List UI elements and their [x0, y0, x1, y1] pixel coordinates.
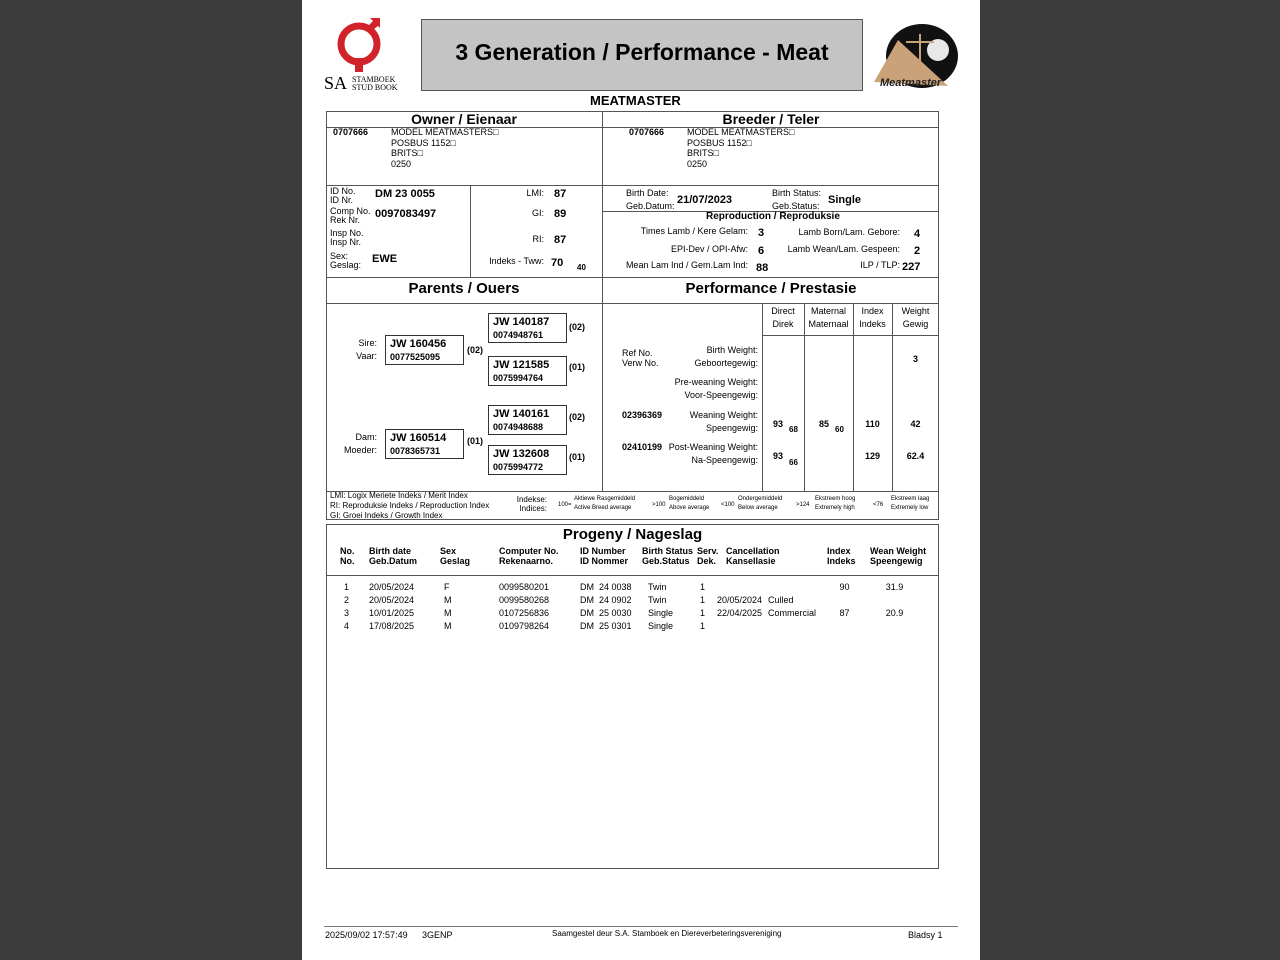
progeny-id: DM 24 0902: [580, 595, 632, 605]
weaning-index: 110: [865, 419, 880, 429]
postweaning-weight: 62.4: [906, 451, 925, 461]
dam-sire-box: [488, 405, 567, 435]
progeny-no: 3: [344, 608, 350, 618]
sire-sire-id: JW 140187: [493, 316, 550, 328]
ilp-label: ILP / TLP:: [860, 260, 900, 270]
legend-above: Above average: [669, 505, 710, 511]
breeder-line-2: POSBUS 1152□: [687, 138, 752, 148]
progeny-status: Twin: [648, 582, 667, 592]
weaning-direct-sub: 68: [789, 425, 798, 434]
progeny-header-status-af: Geb.Status: [642, 556, 690, 566]
footer-compiled-by: Saamgestel deur S.A. Stamboek en Diereverbeteringsvereniging: [552, 929, 782, 938]
weaning-maternal-sub: 60: [835, 425, 844, 434]
sire-dam-reg: 0075994764: [493, 373, 544, 383]
progeny-id: DM 25 0301: [580, 621, 632, 631]
performance-heading: Performance / Prestasie: [685, 280, 857, 297]
dam-sire-code: (02): [569, 412, 586, 422]
ri-label: RI:: [532, 234, 544, 244]
progeny-no: 1: [344, 582, 350, 592]
progeny-header-index: Index: [827, 546, 851, 556]
sire-sire-code: (02): [569, 322, 586, 332]
birth-status-label: Birth Status:: [772, 188, 822, 198]
comp-label-af: Rek Nr.: [330, 215, 361, 225]
progeny-date: 10/01/2025: [369, 608, 415, 618]
dam-label-af: Moeder:: [343, 445, 377, 455]
birth-weight-value: 3: [912, 354, 918, 364]
progeny-date: 20/05/2024: [369, 582, 415, 592]
sire-reg: 0077525095: [390, 352, 441, 362]
progeny-status: Single: [648, 608, 674, 618]
logo-stamboek-text: STAMBOEK: [352, 75, 396, 84]
id-value: DM 23 0055: [375, 188, 435, 200]
col-index-header: Index: [861, 306, 884, 316]
progeny-cancel-date: 20/05/2024: [717, 595, 763, 605]
owner-line-4: 0250: [391, 159, 412, 169]
indeks-value: 70: [551, 257, 564, 269]
times-lamb-value: 3: [758, 227, 765, 239]
legend-ri: RI: Reproduksie Indeks / Reproduction Index: [330, 501, 490, 510]
progeny-date: 20/05/2024: [369, 595, 415, 605]
times-lamb-label: Times Lamb / Kere Gelam:: [640, 226, 748, 236]
progeny-comp: 0099580201: [499, 582, 550, 592]
sire-dam-id: JW 121585: [493, 359, 550, 371]
progeny-comp: 0107256836: [499, 608, 550, 618]
progeny-row-1: [302, 583, 980, 595]
legend-key-high: >124: [796, 502, 810, 508]
progeny-wean: 31.9: [885, 582, 904, 592]
ri-value: 87: [554, 234, 567, 246]
legend-indices: Indices:: [519, 504, 547, 513]
progeny-header-serv: Serv.: [697, 546, 719, 556]
col-weight-header: Weight: [901, 306, 930, 316]
progeny-date: 17/08/2025: [369, 621, 415, 631]
lamb-born-value: 4: [914, 228, 921, 240]
progeny-serv: 1: [700, 582, 706, 592]
breeder-line-1: MODEL MEATMASTERS□: [687, 127, 795, 137]
legend-indekse: Indekse:: [516, 495, 547, 504]
progeny-header-sex: Sex: [440, 546, 457, 556]
dam-dam-reg: 0075994772: [493, 462, 544, 472]
gi-label: GI:: [531, 208, 544, 218]
progeny-header-id-af: ID Nommer: [580, 556, 629, 566]
legend-key-below: <100: [721, 502, 735, 508]
lamb-wean-value: 2: [914, 245, 921, 257]
ref-no-label-af: Verw No.: [622, 358, 659, 368]
legend-extremely-low: Extremely low: [891, 505, 929, 511]
legend-active: Active Breed average: [574, 505, 632, 511]
progeny-header-no-af: No.: [340, 556, 355, 566]
progeny-sex: M: [444, 621, 452, 631]
birth-status-value: Single: [828, 194, 862, 206]
progeny-sex: M: [444, 595, 452, 605]
progeny-serv: 1: [700, 608, 706, 618]
progeny-header-cancel-af: Kansellasie: [726, 556, 776, 566]
progeny-header-index-af: Indeks: [827, 556, 856, 566]
sire-box: [385, 335, 464, 365]
lmi-label: LMI:: [526, 188, 544, 198]
id-label-af: ID Nr.: [330, 195, 354, 205]
breed-title: MEATMASTER: [590, 93, 681, 108]
footer-report-code: 3GENP: [422, 930, 453, 940]
meatmaster-logo-text: Meatmaster: [880, 77, 942, 89]
reproduction-heading: Reproduction / Reproduksie: [706, 211, 840, 222]
progeny-header-id: ID Number: [580, 546, 626, 556]
dam-dam-id: JW 132608: [493, 448, 550, 460]
birth-weight-label: Birth Weight:: [706, 345, 758, 355]
weaning-weight-label: Weaning Weight:: [689, 410, 758, 420]
col-maternal-header: Maternal: [810, 306, 846, 316]
legend-gi: GI: Groei Indeks / Growth Index: [330, 511, 443, 520]
dam-dam-box: [488, 445, 567, 475]
progeny-status: Single: [648, 621, 674, 631]
birth-date-label: Birth Date:: [626, 188, 669, 198]
progeny-heading: Progeny / Nageslag: [562, 526, 703, 543]
weaning-weight-label-af: Speengewig:: [705, 423, 758, 433]
owner-line-2: POSBUS 1152□: [391, 138, 456, 148]
progeny-header-sex-af: Geslag: [440, 556, 471, 566]
progeny-header-status: Birth Status: [642, 546, 694, 556]
sire-dam-code: (01): [569, 362, 586, 372]
progeny-header-wean-af: Speengewig: [870, 556, 923, 566]
title-box: [421, 19, 863, 91]
dam-id: JW 160514: [390, 432, 447, 444]
insp-label: Insp No.: [330, 228, 364, 238]
col-direct-header: Direct: [771, 306, 795, 316]
progeny-cancel: Culled: [768, 595, 794, 605]
weaning-ref-no: 02396369: [622, 410, 663, 420]
progeny-header-cancel: Cancellation: [726, 546, 780, 556]
weaning-direct: 93: [773, 419, 784, 429]
progeny-status: Twin: [648, 595, 667, 605]
sire-label: Sire:: [358, 338, 377, 348]
epi-value: 6: [758, 245, 765, 257]
progeny-header-birth: Birth date: [369, 546, 412, 556]
col-direct-header-af: Direk: [772, 319, 794, 329]
legend-ekstreem-laag: Ekstreem laag: [891, 496, 930, 502]
legend-extremely-high: Extremely high: [815, 505, 855, 511]
weaning-weight: 42: [910, 419, 921, 429]
birth-date-value: 21/07/2023: [677, 194, 733, 206]
breeder-line-4: 0250: [687, 159, 708, 169]
mean-lam-value: 88: [756, 262, 769, 274]
owner-heading: Owner / Eienaar: [411, 111, 517, 127]
breeder-line-3: BRITS□: [687, 148, 719, 158]
progeny-index: 90: [839, 582, 850, 592]
legend-bogemiddeld: Bogemiddeld: [669, 496, 705, 502]
progeny-sex: F: [444, 582, 450, 592]
dam-box: [385, 429, 464, 459]
breeder-heading: Breeder / Teler: [722, 111, 820, 127]
comp-label: Comp No.: [330, 206, 371, 216]
lmi-value: 87: [554, 188, 567, 200]
ref-no-label: Ref No.: [622, 348, 653, 358]
comp-value: 0097083497: [375, 208, 437, 220]
logo-studbook-text: STUD BOOK: [352, 83, 398, 92]
progeny-header-no: No.: [340, 546, 355, 556]
postweaning-ref-no: 02410199: [622, 442, 663, 452]
parents-heading: Parents / Ouers: [408, 280, 520, 297]
progeny-row-3: [302, 609, 980, 621]
sire-code: (02): [467, 345, 484, 355]
document-page: [302, 0, 980, 960]
col-maternal-header-af: Maternaal: [808, 319, 849, 329]
col-index-header-af: Indeks: [859, 319, 886, 329]
progeny-cancel: Commercial: [768, 608, 817, 618]
gi-value: 89: [554, 208, 567, 220]
footer-divider: [324, 926, 958, 927]
legend-lmi: LMI: Logix Meriete Indeks / Merit Index: [330, 491, 468, 500]
sex-label: Sex:: [330, 251, 349, 261]
ilp-value: 227: [902, 261, 921, 273]
progeny-header-birth-af: Geb.Datum: [369, 556, 418, 566]
postweaning-weight-label-af: Na-Speengewig:: [691, 455, 758, 465]
legend-aktiewe: Aktiewe Rasgemiddeld: [574, 496, 636, 502]
sire-dam-box: [488, 356, 567, 386]
postweaning-weight-label: Post-Weaning Weight:: [668, 442, 758, 452]
owner-code: 0707666: [333, 127, 369, 137]
birth-date-label-af: Geb.Datum:: [626, 201, 675, 211]
preweaning-weight-label-af: Voor-Speengewig:: [684, 390, 758, 400]
progeny-header-comp-af: Rekenaarno.: [499, 556, 554, 566]
mean-lam-label: Mean Lam Ind / Gem.Lam Ind:: [625, 260, 748, 270]
sa-studbook-logo: [322, 18, 400, 94]
postweaning-direct: 93: [773, 451, 784, 461]
progeny-header-serv-af: Dek.: [697, 556, 717, 566]
sex-value: EWE: [372, 253, 398, 265]
progeny-index: 87: [839, 608, 850, 618]
progeny-no: 4: [344, 621, 350, 631]
sex-label-af: Geslag:: [330, 260, 362, 270]
dam-dam-code: (01): [569, 452, 586, 462]
insp-label-af: Insp Nr.: [330, 237, 362, 247]
legend-below: Below average: [738, 505, 778, 511]
footer-datetime: 2025/09/02 17:57:49: [325, 930, 408, 940]
birth-status-label-af: Geb.Status:: [772, 201, 820, 211]
lamb-born-label: Lamb Born/Lam. Gebore:: [798, 227, 900, 237]
lamb-wean-label: Lamb Wean/Lam. Gespeen:: [787, 244, 900, 254]
legend-key-low: <76: [873, 502, 884, 508]
indeks-label: Indeks - Tww:: [489, 256, 544, 266]
dam-code: (01): [467, 436, 484, 446]
sire-sire-box: [488, 313, 567, 343]
dam-sire-reg: 0074948688: [493, 422, 544, 432]
sire-label-af: Vaar:: [356, 351, 377, 361]
logo-sa-text: SA: [324, 73, 348, 93]
legend-ondergemiddeld: Ondergemiddeld: [738, 496, 783, 502]
birth-weight-label-af: Geboortegewig:: [694, 358, 758, 368]
weaning-maternal: 85: [819, 419, 830, 429]
legend-key-above: >100: [652, 502, 666, 508]
sire-sire-reg: 0074948761: [493, 330, 544, 340]
breeder-code: 0707666: [629, 127, 665, 137]
progeny-id: DM 25 0030: [580, 608, 632, 618]
preweaning-weight-label: Pre-weaning Weight:: [674, 377, 758, 387]
progeny-header-wean: Wean Weight: [870, 546, 927, 556]
dam-sire-id: JW 140161: [493, 408, 550, 420]
progeny-serv: 1: [700, 595, 706, 605]
owner-line-3: BRITS□: [391, 148, 423, 158]
progeny-header-comp: Computer No.: [499, 546, 559, 556]
postweaning-direct-sub: 66: [789, 458, 798, 467]
progeny-no: 2: [344, 595, 350, 605]
meatmaster-logo: [868, 20, 960, 92]
progeny-cancel-date: 22/04/2025: [717, 608, 763, 618]
page-title: 3 Generation / Performance - Meat: [455, 39, 829, 65]
id-label: ID No.: [330, 186, 356, 196]
progeny-sex: M: [444, 608, 452, 618]
progeny-comp: 0109798264: [499, 621, 550, 631]
progeny-comp: 0099580268: [499, 595, 550, 605]
sire-id: JW 160456: [390, 338, 447, 350]
legend-key-100: 100=: [558, 502, 572, 508]
dam-reg: 0078365731: [390, 446, 441, 456]
progeny-row-4: [302, 622, 980, 634]
progeny-serv: 1: [700, 621, 706, 631]
epi-label: EPI-Dev / OPI-Afw:: [670, 244, 748, 254]
dam-label: Dam:: [355, 432, 377, 442]
progeny-row-2: [302, 596, 980, 608]
owner-line-1: MODEL MEATMASTERS□: [391, 127, 499, 137]
indeks-sub: 40: [577, 263, 586, 272]
progeny-id: DM 24 0038: [580, 582, 632, 592]
postweaning-index: 129: [864, 451, 881, 461]
sa-studbook-emblem-icon: [322, 18, 400, 74]
footer-page-number: Bladsy 1: [908, 930, 943, 940]
col-weight-header-af: Gewig: [902, 319, 929, 329]
legend-ekstreem-hoog: Ekstreem hoog: [815, 496, 856, 502]
progeny-wean: 20.9: [885, 608, 904, 618]
